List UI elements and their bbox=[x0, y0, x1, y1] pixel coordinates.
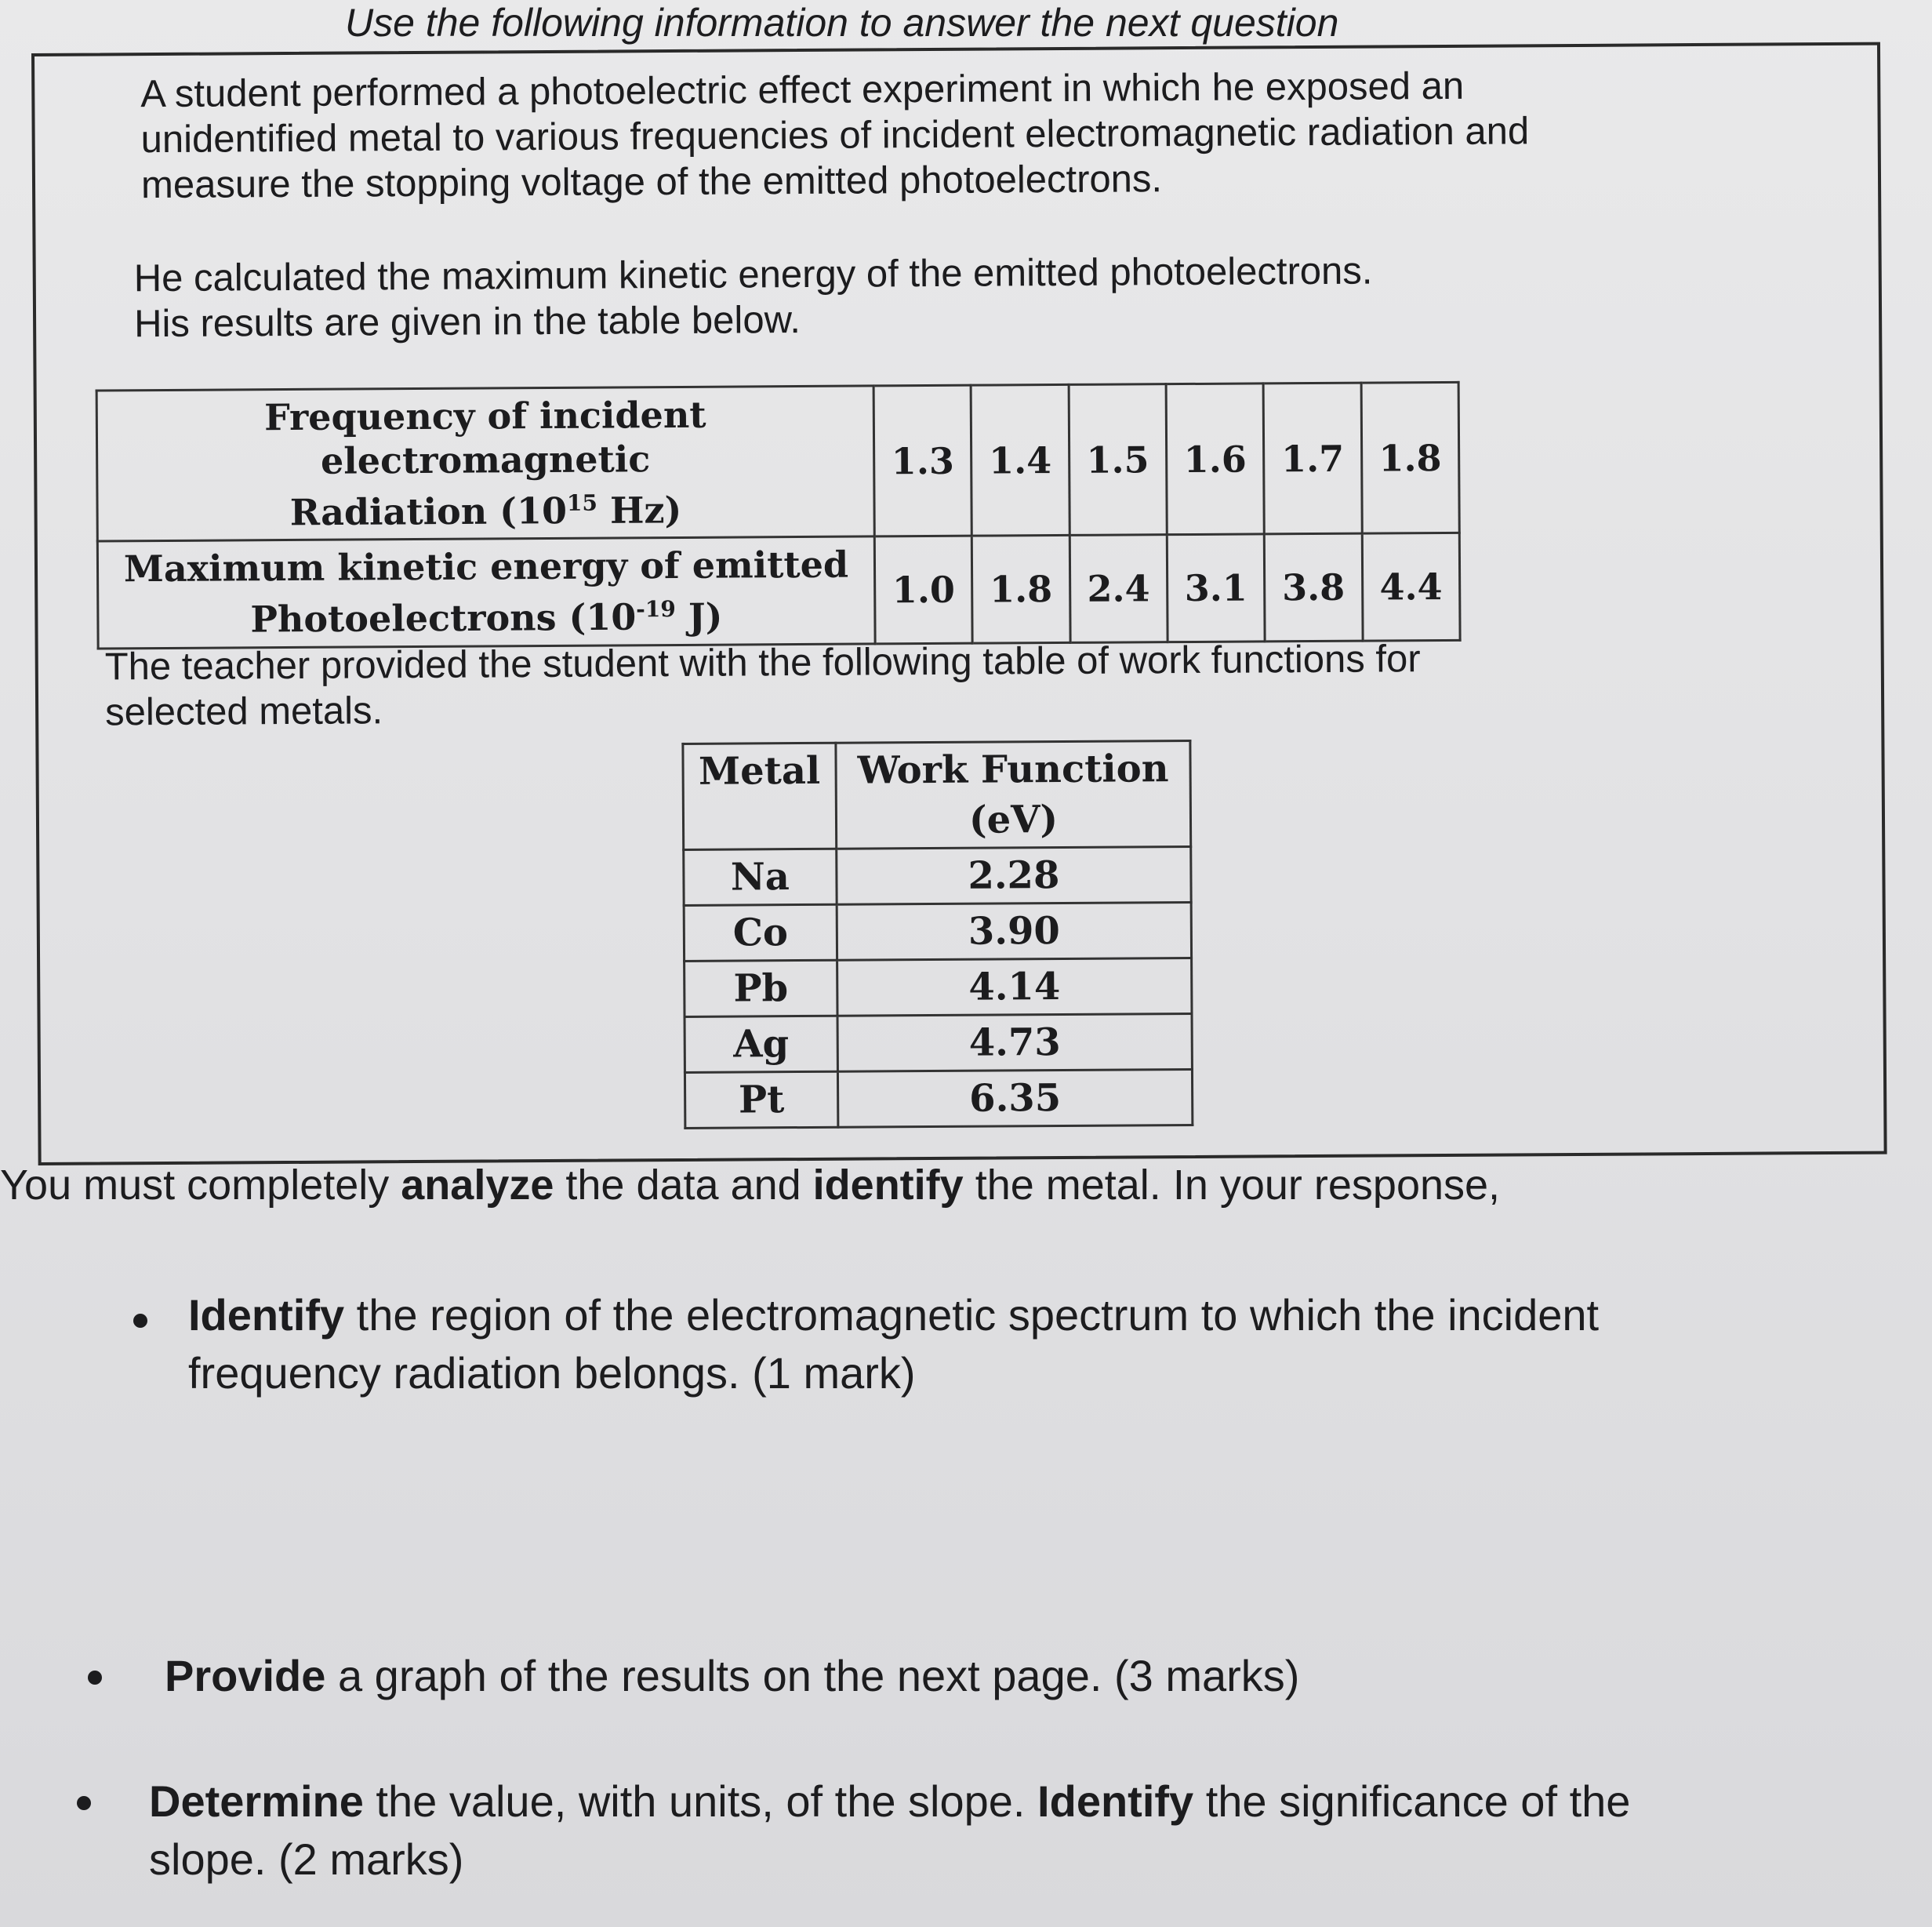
text-span: the data and bbox=[554, 1162, 813, 1209]
label-text: Frequency of incident electromagnetic bbox=[263, 393, 706, 482]
table-row bbox=[684, 902, 1191, 961]
bold-text: analyze bbox=[401, 1162, 554, 1209]
metal-cell: Na bbox=[684, 849, 837, 905]
table-cell: 1.0 bbox=[874, 536, 972, 644]
text-line: frequency radiation belongs. (1 mark) bbox=[188, 1348, 916, 1398]
paragraph-experiment bbox=[140, 63, 1530, 208]
label-text: Hz) bbox=[597, 489, 682, 532]
frequency-label bbox=[96, 386, 874, 541]
bullet-dot bbox=[77, 1796, 91, 1810]
exponent: 15 bbox=[566, 489, 598, 516]
table-cell: 3.8 bbox=[1265, 533, 1363, 641]
text-span: the value, with units, of the slope. bbox=[363, 1776, 1038, 1826]
label-text: Photoelectrons (10 bbox=[250, 595, 637, 641]
instruction-text bbox=[0, 1161, 1500, 1209]
paragraph-results bbox=[134, 249, 1373, 347]
work-function-cell: 6.35 bbox=[837, 1069, 1192, 1127]
table-cell: 4.4 bbox=[1362, 533, 1460, 641]
work-function-cell: 2.28 bbox=[837, 846, 1191, 904]
bold-text: Identify bbox=[188, 1290, 345, 1340]
intro-text: Use the following information to answer the next question bbox=[345, 1, 1339, 45]
table-cell: 3.1 bbox=[1167, 534, 1265, 642]
label-text: J) bbox=[675, 595, 723, 638]
table-header-row bbox=[683, 740, 1191, 849]
bullet-determine-slope bbox=[149, 1772, 1630, 1889]
table-cell: 1.7 bbox=[1263, 383, 1362, 534]
text-line: unidentified metal to various frequencies of incident electromagnetic radiation and bbox=[140, 110, 1530, 162]
table-row bbox=[684, 846, 1191, 905]
bold-text: Determine bbox=[149, 1776, 364, 1826]
table-cell: 1.8 bbox=[1361, 382, 1460, 533]
label-text: Maximum kinetic energy of emitted bbox=[123, 543, 849, 591]
exponent: -19 bbox=[636, 596, 676, 623]
table-cell: 1.4 bbox=[971, 384, 1070, 536]
work-function-table bbox=[681, 740, 1193, 1129]
text-line: selected metals. bbox=[104, 689, 383, 734]
work-function-cell: 4.14 bbox=[837, 958, 1192, 1016]
table-cell: 1.3 bbox=[873, 385, 972, 536]
text-span: the metal. In your response, bbox=[963, 1162, 1501, 1209]
header-metal: Metal bbox=[683, 743, 837, 849]
frequency-row bbox=[96, 382, 1459, 541]
table-cell: 1.8 bbox=[972, 536, 1070, 643]
text-line: The teacher provided the student with the following table of work functions for bbox=[104, 638, 1421, 689]
header-text: Work Function bbox=[857, 747, 1169, 793]
bullet-provide-graph bbox=[165, 1647, 1299, 1705]
bold-text: Provide bbox=[165, 1651, 326, 1700]
info-box bbox=[31, 42, 1887, 1165]
work-function-cell: 4.73 bbox=[837, 1013, 1192, 1071]
text-line: His results are given in the table below. bbox=[133, 299, 801, 346]
bullet-identify-region bbox=[188, 1286, 1599, 1402]
metal-cell: Ag bbox=[685, 1016, 837, 1072]
text-line: A student performed a photoelectric effect experiment in which he exposed an bbox=[140, 64, 1465, 116]
table-cell: 1.5 bbox=[1069, 384, 1168, 536]
bullet-dot bbox=[133, 1314, 147, 1328]
header-work-function bbox=[836, 740, 1191, 849]
bullet-dot bbox=[88, 1671, 102, 1685]
label-text: Radiation (10 bbox=[289, 489, 568, 534]
text-line: slope. (2 marks) bbox=[149, 1834, 464, 1884]
text-line: He calculated the maximum kinetic energy of the emitted photoelectrons. bbox=[133, 249, 1373, 300]
text-span: the region of the electromagnetic spectrum to which the incident bbox=[344, 1290, 1600, 1340]
header-text: (eV) bbox=[968, 798, 1059, 842]
kinetic-energy-label bbox=[97, 536, 875, 648]
table-cell: 1.6 bbox=[1166, 384, 1265, 535]
table-cell: 2.4 bbox=[1070, 535, 1168, 642]
table-row bbox=[685, 958, 1192, 1016]
paragraph-teacher bbox=[105, 636, 1422, 735]
kinetic-energy-row bbox=[97, 533, 1460, 649]
metal-cell: Pt bbox=[685, 1071, 837, 1128]
text-line: measure the stopping voltage of the emitted photoelectrons. bbox=[140, 158, 1163, 207]
metal-cell: Co bbox=[684, 904, 837, 961]
results-table bbox=[96, 381, 1462, 649]
bold-text: Identify bbox=[1037, 1776, 1194, 1826]
text-span: a graph of the results on the next page. (3 marks) bbox=[325, 1651, 1300, 1700]
bold-text: identify bbox=[812, 1162, 964, 1209]
work-function-cell: 3.90 bbox=[837, 902, 1191, 960]
text-span: You must completely bbox=[0, 1162, 401, 1209]
metal-cell: Pb bbox=[685, 960, 837, 1016]
text-span: the significance of the bbox=[1193, 1776, 1631, 1826]
table-row bbox=[685, 1013, 1192, 1072]
table-row bbox=[685, 1069, 1192, 1128]
